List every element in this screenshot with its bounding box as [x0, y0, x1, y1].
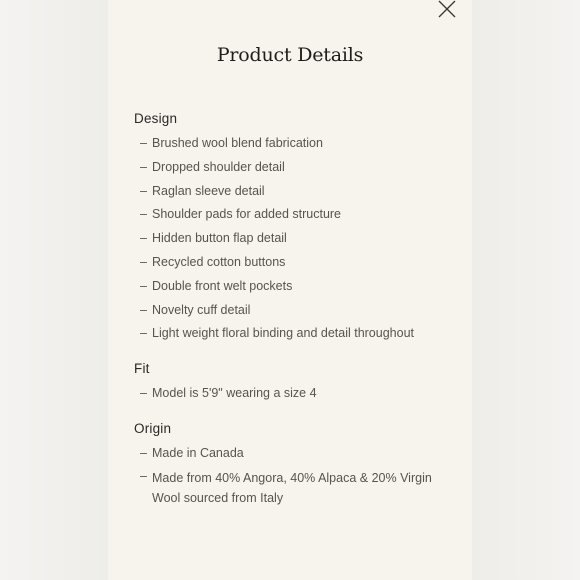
list-item: – Dropped shoulder detail: [134, 156, 454, 180]
section-heading-fit: Fit: [134, 361, 150, 377]
section-heading-design: Design: [134, 111, 178, 126]
origin-list: [134, 442, 454, 508]
modal-backdrop-left[interactable]: [0, 0, 108, 580]
origin-section: [134, 418, 454, 508]
modal-backdrop-right[interactable]: [472, 0, 580, 580]
list-item: – Novelty cuff detail: [134, 299, 454, 323]
list-item: – Raglan sleeve detail: [134, 180, 454, 204]
list-item: – Made in Canada: [134, 442, 454, 466]
list-item: – Light weight floral binding and detail throughout: [134, 322, 454, 346]
fit-list: [134, 382, 454, 406]
fit-section: [134, 358, 454, 406]
list-item: – Hidden button flap detail: [134, 227, 454, 251]
dialog-title: Product Details: [216, 44, 364, 66]
close-icon: [436, 0, 458, 20]
design-list: [134, 132, 454, 346]
design-section: [134, 108, 454, 346]
list-item: – Shoulder pads for added structure: [134, 203, 454, 227]
list-item: – Model is 5'9" wearing a size 4: [134, 382, 454, 406]
list-item: – Made from 40% Angora, 40% Alpaca & 20% Virgin Wool sourced from Italy: [134, 466, 454, 508]
list-item: – Brushed wool blend fabrication: [134, 132, 454, 156]
section-heading-origin: Origin: [134, 420, 172, 436]
details-content: [134, 108, 454, 508]
close-button[interactable]: [436, 0, 458, 20]
list-item: – Double front welt pockets: [134, 275, 454, 299]
list-item: – Recycled cotton buttons: [134, 251, 454, 275]
